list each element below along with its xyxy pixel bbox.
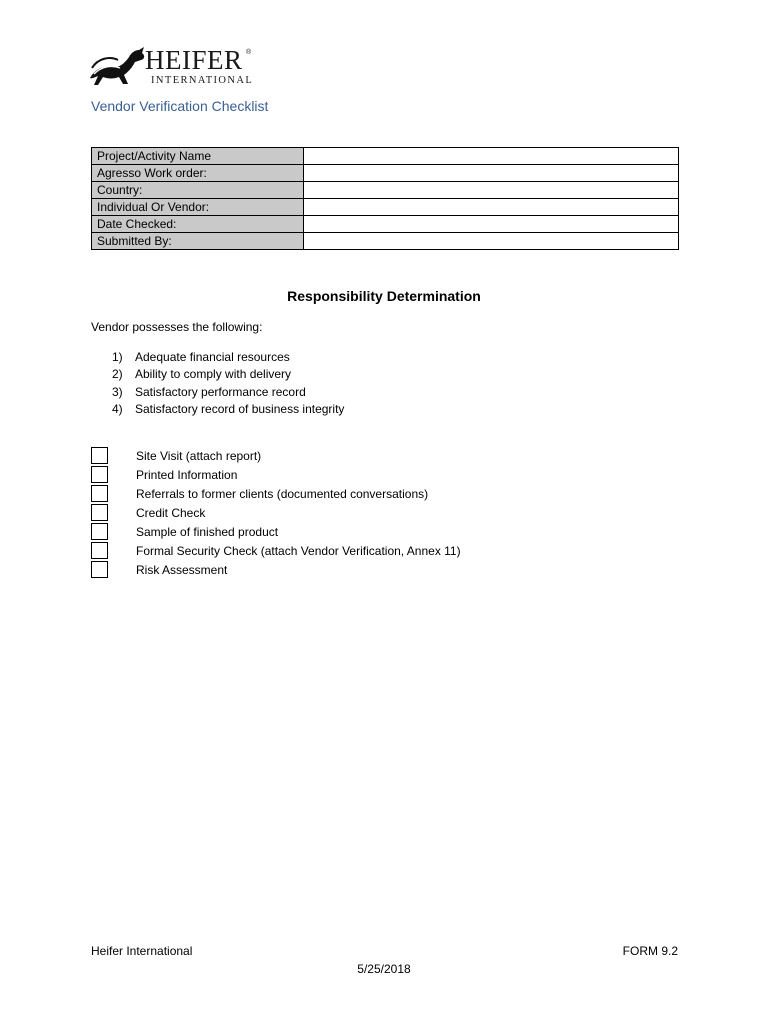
table-row: [92, 182, 679, 199]
checkbox[interactable]: [91, 523, 108, 540]
field-value[interactable]: [304, 165, 679, 182]
checklist-item: [91, 484, 461, 503]
checklist-label: Formal Security Check (attach Vendor Verification, Annex 11): [136, 543, 461, 558]
checklist-label: Sample of finished product: [136, 524, 279, 539]
checklist-item: [91, 522, 461, 541]
list-item: [112, 384, 344, 401]
checklist-item: [91, 541, 461, 560]
document-title: Vendor Verification Checklist: [91, 98, 269, 114]
logo-wordmark: HEIFER: [145, 45, 243, 75]
list-text: Ability to comply with delivery: [135, 367, 292, 382]
checklist-item: [91, 446, 461, 465]
checkbox[interactable]: [91, 485, 108, 502]
list-number: 3): [112, 384, 123, 399]
checklist-item: [91, 465, 461, 484]
list-text: Adequate financial resources: [135, 350, 290, 364]
checklist-item: [91, 503, 461, 522]
checklist-label: Credit Check: [136, 505, 206, 520]
list-text: Satisfactory record of business integrity: [135, 401, 345, 416]
field-label: Individual Or Vendor:: [92, 199, 304, 216]
field-label: Project/Activity Name: [92, 148, 304, 165]
field-label: Agresso Work order:: [92, 165, 304, 182]
footer-form-number: FORM 9.2: [622, 944, 678, 958]
requirements-list: [112, 349, 344, 418]
field-label: Country:: [92, 182, 304, 199]
list-text: Satisfactory performance record: [135, 384, 306, 399]
list-number: 2): [112, 367, 123, 382]
logo-registered-mark: ®: [246, 49, 252, 56]
footer-organization: Heifer International: [91, 944, 193, 958]
field-value[interactable]: [304, 182, 679, 199]
list-item: [112, 366, 344, 383]
list-number: 4): [112, 401, 123, 416]
checkbox[interactable]: [91, 542, 108, 559]
intro-text: Vendor possesses the following:: [91, 320, 263, 334]
checklist-label: Referrals to former clients (documented conversations): [136, 486, 429, 501]
checkbox[interactable]: [91, 504, 108, 521]
field-value[interactable]: [304, 233, 679, 250]
checklist-label: Printed Information: [136, 467, 238, 482]
list-item: [112, 349, 344, 366]
project-info-table: [91, 147, 679, 250]
table-row: [92, 148, 679, 165]
table-row: [92, 165, 679, 182]
table-row: [92, 199, 679, 216]
checkbox[interactable]: [91, 561, 108, 578]
field-value[interactable]: [304, 148, 679, 165]
table-row: [92, 216, 679, 233]
field-label: Date Checked:: [92, 216, 304, 233]
checkbox[interactable]: [91, 447, 108, 464]
list-item: [112, 401, 344, 418]
heifer-animal-icon: [88, 44, 148, 90]
checklist-label: Risk Assessment: [136, 562, 228, 577]
field-value[interactable]: [304, 199, 679, 216]
table-row: [92, 233, 679, 250]
list-number: 1): [112, 350, 123, 364]
section-heading: Responsibility Determination: [287, 288, 481, 304]
checklist-label: Site Visit (attach report): [136, 448, 262, 463]
footer-date: 5/25/2018: [357, 962, 411, 976]
logo-subtitle: INTERNATIONAL: [151, 75, 254, 86]
checkbox[interactable]: [91, 466, 108, 483]
field-label: Submitted By:: [92, 233, 304, 250]
checklist-item: [91, 560, 461, 579]
heifer-logo: [88, 44, 258, 92]
field-value[interactable]: [304, 216, 679, 233]
verification-checklist: [91, 446, 461, 579]
